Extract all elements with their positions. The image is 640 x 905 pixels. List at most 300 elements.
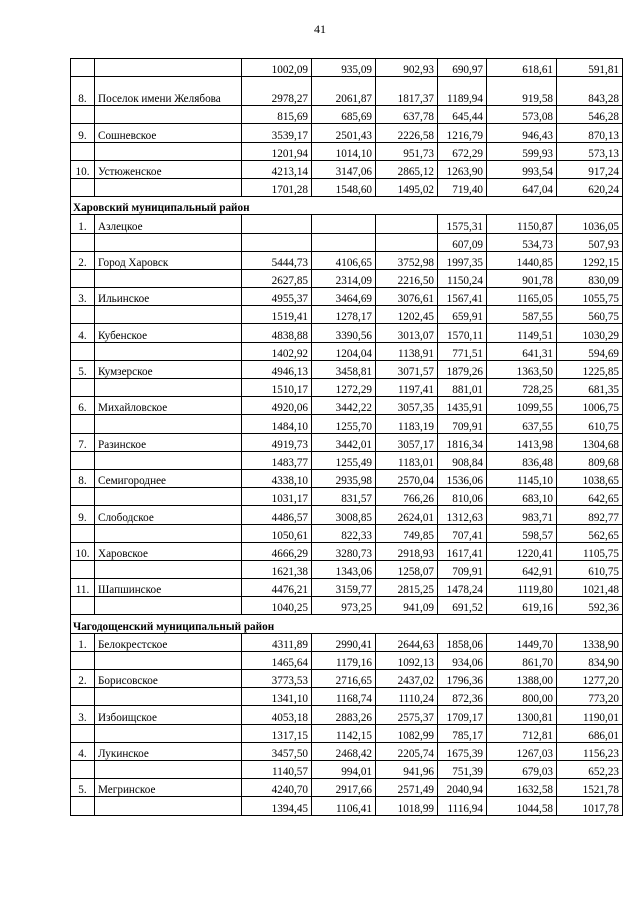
row-number: 2. bbox=[71, 670, 95, 688]
value-cell: 3458,81 bbox=[312, 360, 376, 378]
value-cell bbox=[376, 233, 438, 251]
value-cell: 946,43 bbox=[487, 124, 557, 142]
row-number bbox=[71, 651, 95, 669]
value-cell: 560,75 bbox=[557, 306, 623, 324]
value-cell: 1183,19 bbox=[376, 415, 438, 433]
value-cell: 4919,73 bbox=[242, 433, 312, 451]
value-cell: 573,08 bbox=[487, 106, 557, 124]
row-number bbox=[71, 488, 95, 506]
value-cell: 800,00 bbox=[487, 688, 557, 706]
value-cell: 1110,24 bbox=[376, 688, 438, 706]
value-cell: 2061,87 bbox=[312, 77, 376, 106]
value-cell: 815,69 bbox=[242, 106, 312, 124]
table-row bbox=[71, 215, 623, 233]
value-cell: 1021,48 bbox=[557, 579, 623, 597]
table-row bbox=[71, 288, 623, 306]
value-cell: 1030,29 bbox=[557, 324, 623, 342]
value-cell: 2883,26 bbox=[312, 706, 376, 724]
settlement-name bbox=[95, 651, 242, 669]
table-row-continuation bbox=[71, 59, 623, 77]
value-cell: 642,65 bbox=[557, 488, 623, 506]
value-cell: 1050,61 bbox=[242, 524, 312, 542]
table-row-continuation bbox=[71, 651, 623, 669]
value-cell: 562,65 bbox=[557, 524, 623, 542]
value-cell: 1449,70 bbox=[487, 633, 557, 651]
row-number: 10. bbox=[71, 542, 95, 560]
value-cell: 3539,17 bbox=[242, 124, 312, 142]
value-cell: 861,70 bbox=[487, 651, 557, 669]
settlement-name bbox=[95, 688, 242, 706]
row-number: 4. bbox=[71, 324, 95, 342]
table-row bbox=[71, 124, 623, 142]
section-title: Чагодощенский муниципальный район bbox=[71, 615, 623, 633]
row-number bbox=[71, 379, 95, 397]
value-cell: 919,58 bbox=[487, 77, 557, 106]
value-cell: 599,93 bbox=[487, 142, 557, 160]
value-cell: 4486,57 bbox=[242, 506, 312, 524]
settlement-name: Азлецкое bbox=[95, 215, 242, 233]
value-cell: 672,29 bbox=[438, 142, 487, 160]
value-cell: 507,93 bbox=[557, 233, 623, 251]
row-number: 8. bbox=[71, 77, 95, 106]
settlement-name: Харовское bbox=[95, 542, 242, 560]
value-cell: 610,75 bbox=[557, 560, 623, 578]
value-cell: 1701,28 bbox=[242, 178, 312, 196]
value-cell: 1201,94 bbox=[242, 142, 312, 160]
value-cell: 659,91 bbox=[438, 306, 487, 324]
value-cell: 822,33 bbox=[312, 524, 376, 542]
page-number: 41 bbox=[314, 22, 326, 36]
value-cell: 3147,06 bbox=[312, 160, 376, 178]
value-cell: 836,48 bbox=[487, 451, 557, 469]
value-cell bbox=[242, 233, 312, 251]
section-header-row bbox=[71, 615, 623, 633]
table-row-continuation bbox=[71, 760, 623, 778]
value-cell: 1521,78 bbox=[557, 779, 623, 797]
value-cell: 679,03 bbox=[487, 760, 557, 778]
row-number bbox=[71, 233, 95, 251]
value-cell: 3464,69 bbox=[312, 288, 376, 306]
value-cell: 1092,13 bbox=[376, 651, 438, 669]
table-row-continuation bbox=[71, 451, 623, 469]
value-cell: 872,36 bbox=[438, 688, 487, 706]
value-cell: 594,69 bbox=[557, 342, 623, 360]
value-cell: 610,75 bbox=[557, 415, 623, 433]
value-cell: 2570,04 bbox=[376, 469, 438, 487]
row-number bbox=[71, 342, 95, 360]
row-number bbox=[71, 597, 95, 615]
value-cell: 1621,38 bbox=[242, 560, 312, 578]
value-cell: 641,31 bbox=[487, 342, 557, 360]
value-cell: 810,06 bbox=[438, 488, 487, 506]
settlement-name bbox=[95, 178, 242, 196]
value-cell: 1002,09 bbox=[242, 59, 312, 77]
value-cell: 1190,01 bbox=[557, 706, 623, 724]
settlement-name: Кумзерское bbox=[95, 360, 242, 378]
row-number bbox=[71, 451, 95, 469]
value-cell: 1478,24 bbox=[438, 579, 487, 597]
settlement-name bbox=[95, 451, 242, 469]
row-number bbox=[71, 178, 95, 196]
value-cell: 1363,50 bbox=[487, 360, 557, 378]
row-number: 1. bbox=[71, 633, 95, 651]
value-cell: 1519,41 bbox=[242, 306, 312, 324]
value-cell: 951,73 bbox=[376, 142, 438, 160]
value-cell: 1858,06 bbox=[438, 633, 487, 651]
value-cell: 1116,94 bbox=[438, 797, 487, 815]
value-cell: 785,17 bbox=[438, 724, 487, 742]
value-cell: 1040,25 bbox=[242, 597, 312, 615]
table-row bbox=[71, 742, 623, 760]
value-cell: 4920,06 bbox=[242, 397, 312, 415]
value-cell: 1435,91 bbox=[438, 397, 487, 415]
value-cell: 1317,15 bbox=[242, 724, 312, 742]
value-cell: 809,68 bbox=[557, 451, 623, 469]
table-row-continuation bbox=[71, 233, 623, 251]
value-cell: 3773,53 bbox=[242, 670, 312, 688]
table-row-continuation bbox=[71, 142, 623, 160]
settlement-name bbox=[95, 269, 242, 287]
value-cell: 3008,85 bbox=[312, 506, 376, 524]
value-cell: 1216,79 bbox=[438, 124, 487, 142]
value-cell: 766,26 bbox=[376, 488, 438, 506]
settlement-name bbox=[95, 379, 242, 397]
value-cell: 1204,04 bbox=[312, 342, 376, 360]
value-cell: 707,41 bbox=[438, 524, 487, 542]
settlement-name bbox=[95, 560, 242, 578]
settlement-name bbox=[95, 142, 242, 160]
settlement-name bbox=[95, 760, 242, 778]
table-row-continuation bbox=[71, 269, 623, 287]
value-cell: 1197,41 bbox=[376, 379, 438, 397]
row-number: 6. bbox=[71, 397, 95, 415]
value-cell: 2865,12 bbox=[376, 160, 438, 178]
value-cell: 1255,70 bbox=[312, 415, 376, 433]
value-cell: 573,13 bbox=[557, 142, 623, 160]
row-number: 7. bbox=[71, 433, 95, 451]
value-cell: 620,24 bbox=[557, 178, 623, 196]
value-cell: 3071,57 bbox=[376, 360, 438, 378]
settlement-name: Мегринское bbox=[95, 779, 242, 797]
settlement-name: Белокрестское bbox=[95, 633, 242, 651]
value-cell bbox=[376, 215, 438, 233]
settlement-name: Город Харовск bbox=[95, 251, 242, 269]
settlement-name: Борисовское bbox=[95, 670, 242, 688]
value-cell: 3076,61 bbox=[376, 288, 438, 306]
value-cell: 1225,85 bbox=[557, 360, 623, 378]
value-cell: 2468,42 bbox=[312, 742, 376, 760]
value-cell: 3057,35 bbox=[376, 397, 438, 415]
value-cell: 3013,07 bbox=[376, 324, 438, 342]
row-number: 2. bbox=[71, 251, 95, 269]
settlement-name bbox=[95, 342, 242, 360]
table-row bbox=[71, 670, 623, 688]
value-cell: 2935,98 bbox=[312, 469, 376, 487]
value-cell: 1394,45 bbox=[242, 797, 312, 815]
value-cell: 2040,94 bbox=[438, 779, 487, 797]
value-cell: 1105,75 bbox=[557, 542, 623, 560]
value-cell: 2501,43 bbox=[312, 124, 376, 142]
value-cell: 1140,57 bbox=[242, 760, 312, 778]
table-row-continuation bbox=[71, 524, 623, 542]
value-cell: 685,69 bbox=[312, 106, 376, 124]
value-cell: 1343,06 bbox=[312, 560, 376, 578]
row-number bbox=[71, 724, 95, 742]
value-cell: 771,51 bbox=[438, 342, 487, 360]
row-number bbox=[71, 760, 95, 778]
value-cell: 881,01 bbox=[438, 379, 487, 397]
value-cell: 870,13 bbox=[557, 124, 623, 142]
value-cell: 1031,17 bbox=[242, 488, 312, 506]
table-row-continuation bbox=[71, 415, 623, 433]
value-cell: 728,25 bbox=[487, 379, 557, 397]
data-table bbox=[70, 58, 623, 816]
value-cell: 1044,58 bbox=[487, 797, 557, 815]
value-cell: 2627,85 bbox=[242, 269, 312, 287]
row-number: 5. bbox=[71, 779, 95, 797]
table-row-continuation bbox=[71, 342, 623, 360]
value-cell: 598,57 bbox=[487, 524, 557, 542]
value-cell: 843,28 bbox=[557, 77, 623, 106]
value-cell: 1510,17 bbox=[242, 379, 312, 397]
value-cell bbox=[242, 215, 312, 233]
settlement-name: Шапшинское bbox=[95, 579, 242, 597]
value-cell: 4955,37 bbox=[242, 288, 312, 306]
settlement-name bbox=[95, 597, 242, 615]
row-number bbox=[71, 415, 95, 433]
value-cell: 1817,37 bbox=[376, 77, 438, 106]
value-cell: 1179,16 bbox=[312, 651, 376, 669]
value-cell: 719,40 bbox=[438, 178, 487, 196]
value-cell: 749,85 bbox=[376, 524, 438, 542]
table-row bbox=[71, 779, 623, 797]
settlement-name: Семигороднее bbox=[95, 469, 242, 487]
value-cell: 4666,29 bbox=[242, 542, 312, 560]
value-cell: 1018,99 bbox=[376, 797, 438, 815]
value-cell: 4476,21 bbox=[242, 579, 312, 597]
value-cell: 607,09 bbox=[438, 233, 487, 251]
value-cell: 709,91 bbox=[438, 415, 487, 433]
value-cell: 1338,90 bbox=[557, 633, 623, 651]
value-cell: 592,36 bbox=[557, 597, 623, 615]
value-cell: 1168,74 bbox=[312, 688, 376, 706]
value-cell: 2216,50 bbox=[376, 269, 438, 287]
settlement-name bbox=[95, 724, 242, 742]
row-number: 3. bbox=[71, 706, 95, 724]
table-row bbox=[71, 324, 623, 342]
table-row bbox=[71, 360, 623, 378]
value-cell: 3442,22 bbox=[312, 397, 376, 415]
value-cell: 2990,41 bbox=[312, 633, 376, 651]
table-row-continuation bbox=[71, 688, 623, 706]
value-cell: 2918,93 bbox=[376, 542, 438, 560]
value-cell: 1183,01 bbox=[376, 451, 438, 469]
value-cell: 546,28 bbox=[557, 106, 623, 124]
value-cell: 645,44 bbox=[438, 106, 487, 124]
table-row bbox=[71, 251, 623, 269]
settlement-name: Сошневское bbox=[95, 124, 242, 142]
value-cell: 2978,27 bbox=[242, 77, 312, 106]
value-cell: 2571,49 bbox=[376, 779, 438, 797]
row-number: 8. bbox=[71, 469, 95, 487]
value-cell: 1263,90 bbox=[438, 160, 487, 178]
value-cell: 1202,45 bbox=[376, 306, 438, 324]
value-cell: 830,09 bbox=[557, 269, 623, 287]
value-cell: 908,84 bbox=[438, 451, 487, 469]
settlement-name bbox=[95, 488, 242, 506]
settlement-name bbox=[95, 233, 242, 251]
value-cell: 934,06 bbox=[438, 651, 487, 669]
value-cell: 935,09 bbox=[312, 59, 376, 77]
value-cell: 1548,60 bbox=[312, 178, 376, 196]
value-cell: 1082,99 bbox=[376, 724, 438, 742]
table-row-continuation bbox=[71, 724, 623, 742]
value-cell: 1258,07 bbox=[376, 560, 438, 578]
value-cell: 709,91 bbox=[438, 560, 487, 578]
settlement-name bbox=[95, 797, 242, 815]
value-cell: 1014,10 bbox=[312, 142, 376, 160]
settlement-name: Михайловское bbox=[95, 397, 242, 415]
value-cell: 2205,74 bbox=[376, 742, 438, 760]
value-cell: 1312,63 bbox=[438, 506, 487, 524]
settlement-name bbox=[95, 524, 242, 542]
value-cell: 1006,75 bbox=[557, 397, 623, 415]
value-cell: 1277,20 bbox=[557, 670, 623, 688]
settlement-name: Ильинское bbox=[95, 288, 242, 306]
row-number: 10. bbox=[71, 160, 95, 178]
value-cell: 1413,98 bbox=[487, 433, 557, 451]
value-cell: 3159,77 bbox=[312, 579, 376, 597]
row-number bbox=[71, 688, 95, 706]
value-cell: 901,78 bbox=[487, 269, 557, 287]
value-cell: 994,01 bbox=[312, 760, 376, 778]
value-cell: 1272,29 bbox=[312, 379, 376, 397]
value-cell: 1150,24 bbox=[438, 269, 487, 287]
settlement-name bbox=[95, 106, 242, 124]
table-row bbox=[71, 633, 623, 651]
value-cell: 3390,56 bbox=[312, 324, 376, 342]
value-cell: 1038,65 bbox=[557, 469, 623, 487]
value-cell: 1816,34 bbox=[438, 433, 487, 451]
row-number bbox=[71, 797, 95, 815]
value-cell: 534,73 bbox=[487, 233, 557, 251]
row-number: 9. bbox=[71, 506, 95, 524]
value-cell: 941,09 bbox=[376, 597, 438, 615]
table-row-continuation bbox=[71, 560, 623, 578]
value-cell: 4240,70 bbox=[242, 779, 312, 797]
value-cell: 4946,13 bbox=[242, 360, 312, 378]
value-cell: 1220,41 bbox=[487, 542, 557, 560]
value-cell: 2575,37 bbox=[376, 706, 438, 724]
value-cell: 1575,31 bbox=[438, 215, 487, 233]
table-row bbox=[71, 397, 623, 415]
table-row bbox=[71, 433, 623, 451]
row-number: 3. bbox=[71, 288, 95, 306]
value-cell: 1278,17 bbox=[312, 306, 376, 324]
value-cell: 1483,77 bbox=[242, 451, 312, 469]
settlement-name bbox=[95, 415, 242, 433]
value-cell: 1106,41 bbox=[312, 797, 376, 815]
table-row-continuation bbox=[71, 488, 623, 506]
value-cell: 1304,68 bbox=[557, 433, 623, 451]
value-cell: 1617,41 bbox=[438, 542, 487, 560]
row-number: 4. bbox=[71, 742, 95, 760]
value-cell: 681,35 bbox=[557, 379, 623, 397]
value-cell: 1292,15 bbox=[557, 251, 623, 269]
value-cell: 1099,55 bbox=[487, 397, 557, 415]
value-cell: 1495,02 bbox=[376, 178, 438, 196]
value-cell: 993,54 bbox=[487, 160, 557, 178]
value-cell: 4311,89 bbox=[242, 633, 312, 651]
section-header-row bbox=[71, 197, 623, 215]
value-cell: 917,24 bbox=[557, 160, 623, 178]
table-row-continuation bbox=[71, 597, 623, 615]
section-title: Харовский муниципальный район bbox=[71, 197, 623, 215]
value-cell: 1149,51 bbox=[487, 324, 557, 342]
value-cell: 3280,73 bbox=[312, 542, 376, 560]
value-cell: 1465,64 bbox=[242, 651, 312, 669]
value-cell: 1709,17 bbox=[438, 706, 487, 724]
value-cell: 1150,87 bbox=[487, 215, 557, 233]
value-cell bbox=[312, 233, 376, 251]
value-cell: 3057,17 bbox=[376, 433, 438, 451]
value-cell: 1402,92 bbox=[242, 342, 312, 360]
row-number bbox=[71, 524, 95, 542]
value-cell: 4213,14 bbox=[242, 160, 312, 178]
value-cell: 591,81 bbox=[557, 59, 623, 77]
settlement-name bbox=[95, 306, 242, 324]
value-cell: 1165,05 bbox=[487, 288, 557, 306]
value-cell: 1570,11 bbox=[438, 324, 487, 342]
value-cell: 1119,80 bbox=[487, 579, 557, 597]
value-cell: 691,52 bbox=[438, 597, 487, 615]
row-number bbox=[71, 142, 95, 160]
value-cell: 4838,88 bbox=[242, 324, 312, 342]
table-row bbox=[71, 160, 623, 178]
table-row-continuation bbox=[71, 178, 623, 196]
value-cell: 2716,65 bbox=[312, 670, 376, 688]
value-cell: 831,57 bbox=[312, 488, 376, 506]
value-cell: 1267,03 bbox=[487, 742, 557, 760]
value-cell: 1440,85 bbox=[487, 251, 557, 269]
value-cell: 983,71 bbox=[487, 506, 557, 524]
value-cell: 1145,10 bbox=[487, 469, 557, 487]
row-number bbox=[71, 269, 95, 287]
value-cell: 619,16 bbox=[487, 597, 557, 615]
value-cell: 1388,00 bbox=[487, 670, 557, 688]
table-row bbox=[71, 579, 623, 597]
value-cell: 1142,15 bbox=[312, 724, 376, 742]
settlement-name: Избоищское bbox=[95, 706, 242, 724]
value-cell: 1156,23 bbox=[557, 742, 623, 760]
table-row bbox=[71, 542, 623, 560]
value-cell: 690,97 bbox=[438, 59, 487, 77]
row-number bbox=[71, 560, 95, 578]
value-cell: 1189,94 bbox=[438, 77, 487, 106]
settlement-name: Слободское bbox=[95, 506, 242, 524]
table-row bbox=[71, 706, 623, 724]
row-number bbox=[71, 59, 95, 77]
value-cell: 941,96 bbox=[376, 760, 438, 778]
value-cell: 2815,25 bbox=[376, 579, 438, 597]
row-number: 5. bbox=[71, 360, 95, 378]
table-row bbox=[71, 77, 623, 106]
value-cell: 647,04 bbox=[487, 178, 557, 196]
row-number: 9. bbox=[71, 124, 95, 142]
settlement-name: Устюженское bbox=[95, 160, 242, 178]
value-cell: 2624,01 bbox=[376, 506, 438, 524]
value-cell: 5444,73 bbox=[242, 251, 312, 269]
